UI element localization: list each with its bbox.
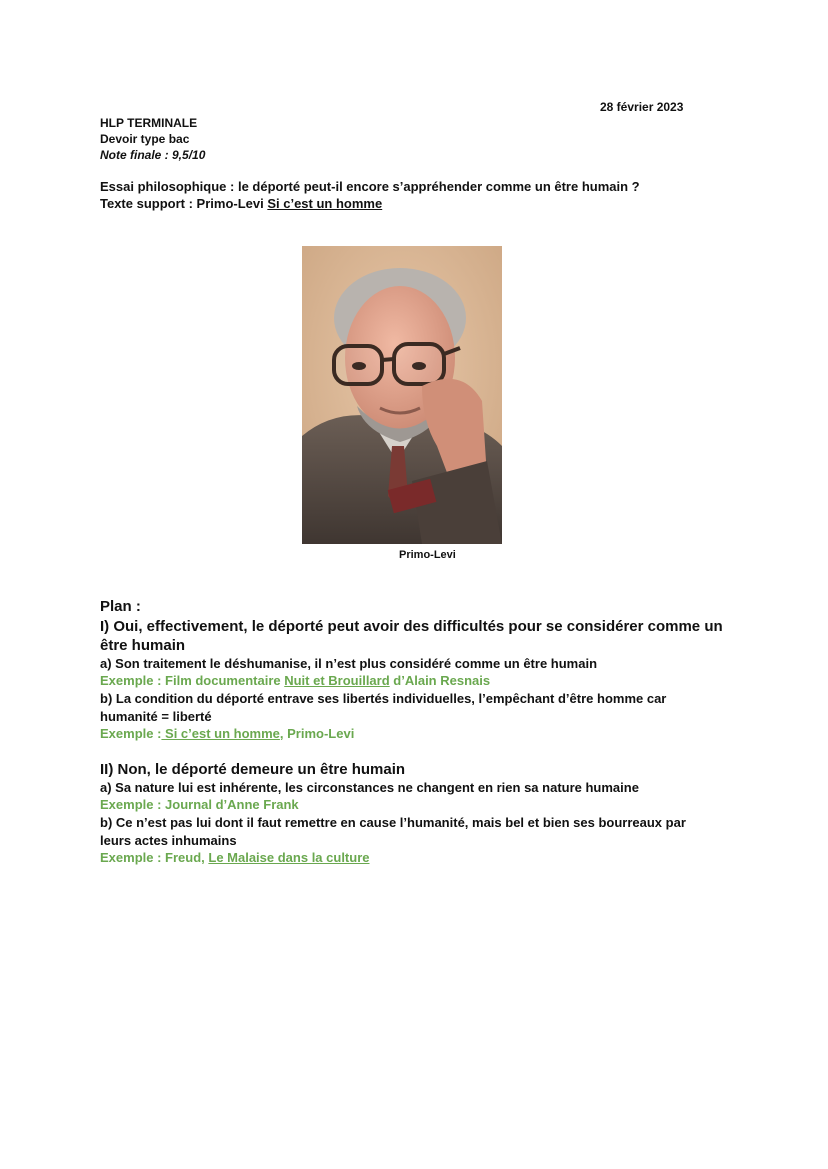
part1-b-example-title: Si c’est un homme <box>161 726 280 741</box>
plan-label: Plan : <box>100 598 141 615</box>
part2-b-example-prefix: Exemple : Freud, <box>100 850 209 865</box>
primo-levi-photo <box>302 246 502 544</box>
support-text-title: Si c’est un homme <box>267 196 383 211</box>
part2-a-example: Exemple : Journal d’Anne Frank <box>100 797 299 812</box>
part1-b-example <box>100 726 354 741</box>
part1-title-line2: être humain <box>100 637 186 654</box>
support-text-line <box>100 196 382 211</box>
support-text-prefix: Texte support : Primo-Levi <box>100 196 268 211</box>
part2-b-line1: b) Ce n’est pas lui dont il faut remettre en cause l’humanité, mais bel et bien ses bourreaux par <box>100 815 686 830</box>
part2-title: II) Non, le déporté demeure un être humain <box>100 761 406 778</box>
part1-a-example-prefix: Exemple : Film documentaire <box>100 673 285 688</box>
final-grade: Note finale : 9,5/10 <box>100 148 206 162</box>
part1-b-example-suffix: , Primo-Levi <box>279 726 355 741</box>
part1-title-line1: I) Oui, effectivement, le déporté peut avoir des difficultés pour se considérer comme un <box>100 618 723 635</box>
part2-a: a) Sa nature lui est inhérente, les circonstances ne changent en rien sa nature humaine <box>100 780 639 795</box>
part1-b-line2: humanité = liberté <box>100 709 212 724</box>
part1-b-example-prefix: Exemple : <box>100 726 162 741</box>
part1-a-example <box>100 673 490 688</box>
part1-a-example-title: Nuit et Brouillard <box>284 673 390 688</box>
part1-a-example-suffix: d’Alain Resnais <box>389 673 491 688</box>
class-name: HLP TERMINALE <box>100 116 198 130</box>
photo-caption: Primo-Levi <box>399 549 456 561</box>
part2-b-line2: leurs actes inhumains <box>100 833 237 848</box>
part1-a: a) Son traitement le déshumanise, il n’est plus considéré comme un être humain <box>100 656 598 671</box>
part2-b-example-title: Le Malaise dans la culture <box>208 850 370 865</box>
assignment-type: Devoir type bac <box>100 132 190 146</box>
essay-subject: Essai philosophique : le déporté peut-il encore s’appréhender comme un être humain ? <box>100 179 640 194</box>
document-date: 28 février 2023 <box>600 100 684 114</box>
part1-b-line1: b) La condition du déporté entrave ses libertés individuelles, l’empêchant d’être homme car <box>100 691 667 706</box>
part2-b-example <box>100 850 370 865</box>
